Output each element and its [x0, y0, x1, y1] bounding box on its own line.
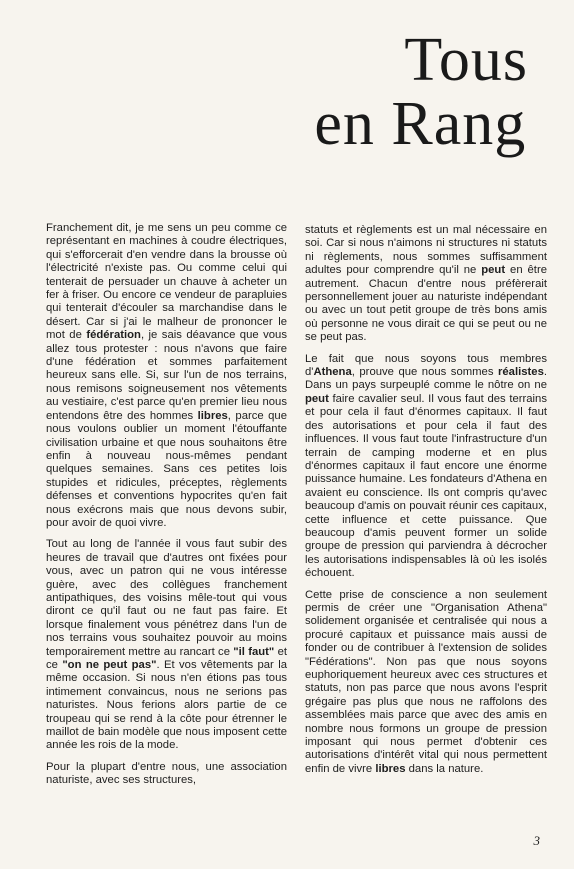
text-run: , parce que nous voulons oublier un moment l'étouffante civilisation urbaine et que nous souhaitons être enfin à nouveau nous-mêmes pendant quelques semaines. Sans ces petites lois stupides et ridicules, préceptes, règlements défenses et conventions hypocrites qu'en fait nous exécrons mais que nous devons subir, pour avoir de quoi vivre. [46, 409, 287, 529]
bold-text: "on ne peut pas" [62, 659, 157, 671]
text-run: dans la nature. [405, 762, 484, 775]
bold-text: libres [375, 762, 406, 775]
text-run: faire cavalier seul. Il vous faut des terrains et pour cela il faut d'énormes capitaux. Il faut des autorisations et pour cela il faut des influences. Il vous faut toute l'infrastructure d'un terrain de camping moderne et en plus d'énormes capitaux il faut encore une énorme puissance humaine. Les fondateurs d'Athena en avaient eu conscience. Ils ont compris qu'avec beaucoup d'amis on pouvait réunir ces capitaux, cette influence et cette puissance. Que beaucoup d'amis peuvent former un solide groupe de pression qui parviendra à décrocher les autorisations indispensables là où les isolés échouent. [305, 392, 547, 580]
bold-text: peut [481, 264, 506, 277]
article-title [314, 28, 528, 156]
paragraph [305, 589, 547, 777]
paragraph [305, 353, 547, 581]
text-run: en être autrement. Chacun d'entre nous préfèrerait personnellement jouer au naturiste indépendant ou avec un tout petit groupe de très bons amis où personne ne vous dirait ce qui se peut ou ne se peut pas. [305, 264, 547, 344]
bold-text: fédération [86, 329, 141, 342]
paragraph [46, 222, 287, 530]
left-column [46, 222, 287, 792]
text-run: statuts et règlements est un mal nécessaire en soi. Car si nous n'aimons ni structures ni statuts ni règlements, nous sommes suffisamment adultes pour comprendre qu'il ne [305, 224, 547, 277]
text-run: et ce [46, 645, 287, 671]
paragraph [46, 761, 287, 788]
text-run: . Et vos vêtements par la même occasion. Si nous n'en étions pas tous intimement convaincus, nous ne serions pas naturistes. Nous ferions alors partie de ce troupeau qui se rend à la côte pour étrenner le maillot de bain modèle que nous imposent cette année les rois de la mode. [46, 659, 287, 752]
text-run: Tout au long de l'année il vous faut subir des heures de travail que d'autres ont fixées pour vous, avec un patron qui ne vous intéresse guère, avec des collègues franchement antipathiques, des voisins mêle-tout qui vous diront ce qu'il faut ou ne faut pas faire. Et lorsque finalement vous pénétrez dans l'un de nos terrains vous souhaitez pouvoir au moins temporairement mettre au rancart ce [46, 538, 287, 658]
paragraph [305, 224, 547, 345]
text-run: Pour la plupart d'entre nous, une association naturiste, avec ses structures, [46, 760, 287, 787]
title-line-2: en Rang [314, 90, 527, 158]
text-run: Le fait que nous soyons tous membres d' [305, 352, 547, 379]
text-run: , je sais déavance que vous allez tous protester : nous n'avons que faire d'une fédération et sommes parfaitement heureux sans elle. Si, sur l'un de nos terrains, nous remisons soigneusement nos vêtements au vestiaire, c'est parce qu'en premier lieu nous entendons être des hommes [46, 329, 287, 422]
bold-text: réalistes [498, 366, 544, 379]
page-number: 3 [533, 833, 540, 848]
text-run: Cette prise de conscience a non seulement permis de créer une "Organisation Athena" solidement organisée et centralisée qui nous a procuré capitaux et puissance mais aussi de fonder ou de contribuer à l'extension de solides "Fédérations". Non pas que nous soyons euphoriquement heureux avec ces structures et statuts, non pas parce que nous avons l'esprit grégaire pas plus que nous ne raffolons des assemblées mais parce que avec des amis en nombre nous formons un groupe de pression imposant qui nous permet d'obtenir ces autorisations d'intérêt vital qui nous permettent enfin de vivre [305, 588, 547, 775]
paragraph [46, 538, 287, 753]
text-run: Franchement dit, je me sens un peu comme ce représentant en machines à coudre électriques, qui s'efforcerait d'en vendre dans la brousse où l'électricité n'existe pas. Ou comme celui qui tenterait de persuader un chauve à acheter un fer à friser. Ou encore ce vendeur de parapluies qui tenterait d'écouler sa marchandise dans le désert. Car si j'ai le malheur de prononcer le mot de [46, 222, 287, 342]
title-line-1: Tous [404, 26, 528, 94]
bold-text: Athena [313, 366, 352, 379]
bold-text: libres [197, 409, 228, 422]
bold-text: "il faut" [233, 645, 275, 658]
right-column [305, 224, 547, 780]
text-run: . Dans un pays surpeuplé comme le nôtre on ne [305, 366, 547, 392]
text-run: , prouve que nous sommes [351, 366, 498, 379]
bold-text: peut [305, 392, 329, 405]
